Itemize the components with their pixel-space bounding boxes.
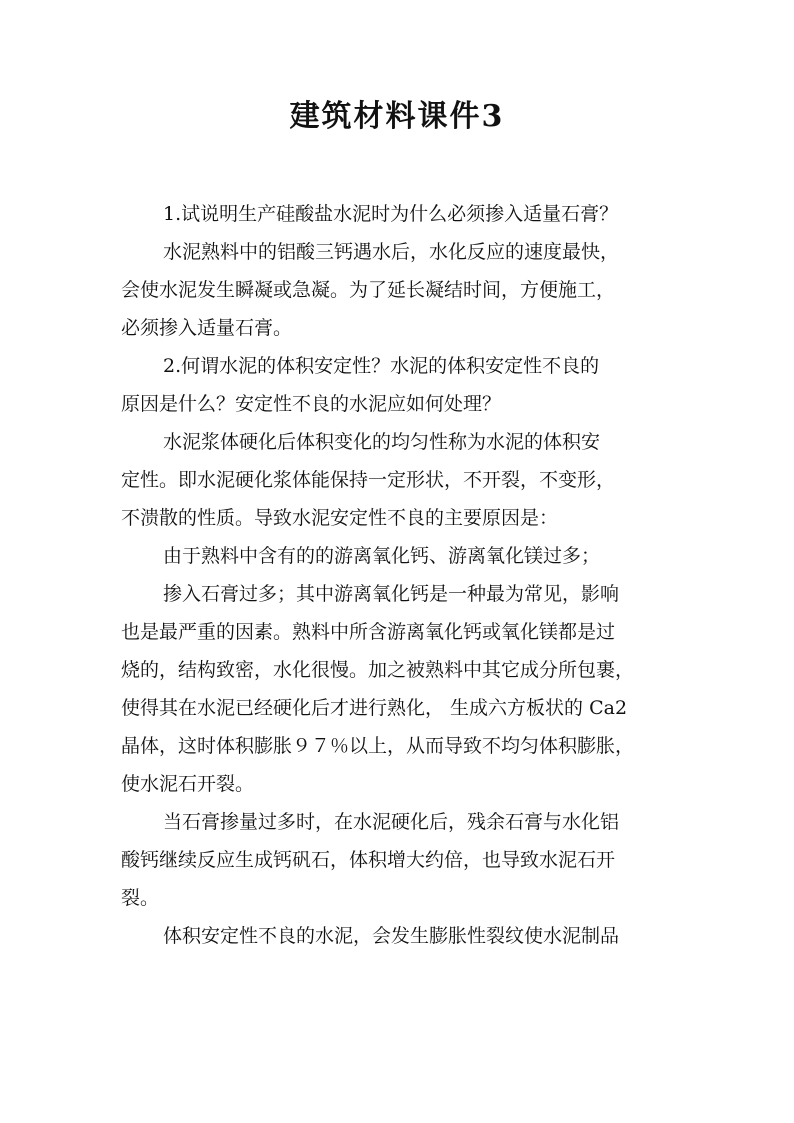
cause-2-line-2: 也是最严重的因素。熟料中所含游离氧化钙或氧化镁都是过 (121, 621, 616, 643)
cause-2-line-4: 使得其在水泥已经硬化后才进行熟化， 生成六方板状的 Ca2 (121, 697, 628, 719)
treatment-line-1: 体积安定性不良的水泥，会发生膨胀性裂纹使水泥制品 (163, 925, 620, 947)
answer-2-line-2: 定性。即水泥硬化浆体能保持一定形状，不开裂，不变形， (121, 469, 616, 491)
question-2-line-2: 原因是什么？安定性不良的水泥应如何处理？ (121, 393, 502, 415)
cause-2-line-5: 晶体，这时体积膨胀９７％以上，从而导致不均匀体积膨胀， (121, 735, 635, 757)
document-body (121, 195, 681, 955)
cause-2-line-6: 使水泥石开裂。 (121, 773, 255, 795)
gypsum-line-3: 裂。 (121, 887, 160, 909)
answer-2-line-3: 不溃散的性质。导致水泥安定性不良的主要原因是： (121, 507, 559, 529)
question-2-line-1: 2.何谓水泥的体积安定性？水泥的体积安定性不良的 (163, 355, 600, 377)
document-title: 建筑材料课件3 (289, 99, 505, 134)
answer-1-line-2: 会使水泥发生瞬凝或急凝。为了延长凝结时间，方便施工， (121, 279, 616, 301)
gypsum-line-2: 酸钙继续反应生成钙矾石，体积增大约倍，也导致水泥石开 (121, 849, 616, 871)
question-1: 1.试说明生产硅酸盐水泥时为什么必须掺入适量石膏？ (163, 203, 619, 225)
answer-2-line-1: 水泥浆体硬化后体积变化的均匀性称为水泥的体积安 (163, 431, 601, 453)
answer-1-line-3: 必须掺入适量石膏。 (121, 317, 293, 339)
cause-2-line-3: 烧的，结构致密，水化很慢。加之被熟料中其它成分所包裹， (121, 659, 635, 681)
gypsum-line-1: 当石膏掺量过多时，在水泥硬化后，残余石膏与水化铝 (163, 811, 620, 833)
cause-2-line-1: 掺入石膏过多；其中游离氧化钙是一种最为常见，影响 (163, 583, 620, 605)
cause-1: 由于熟料中含有的的游离氧化钙、游离氧化镁过多； (163, 545, 601, 567)
answer-1-line-1: 水泥熟料中的铝酸三钙遇水后，水化反应的速度最快， (163, 241, 620, 263)
